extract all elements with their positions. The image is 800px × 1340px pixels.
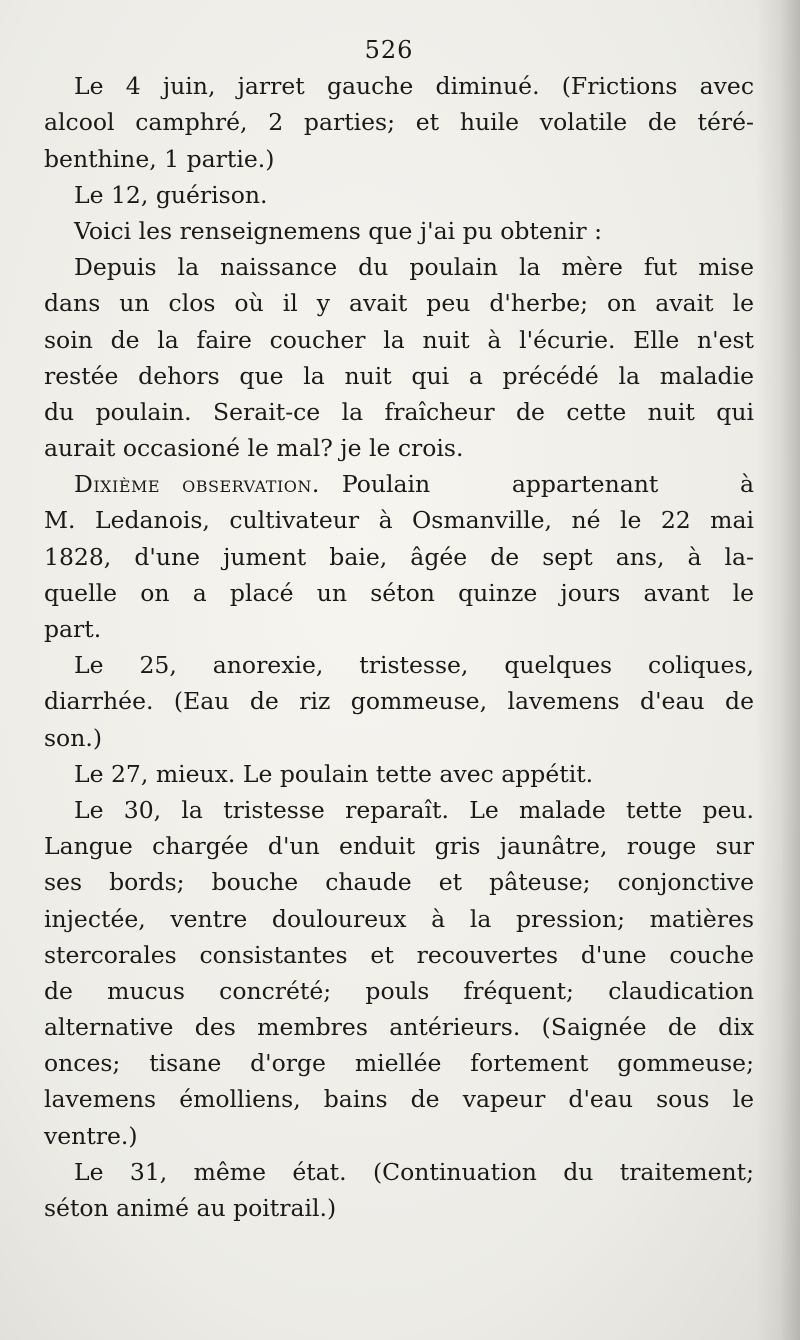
text-line: séton animé au poitrail.): [44, 1194, 337, 1223]
text-line: aurait occasioné le mal? je le crois.: [44, 434, 464, 463]
text-line: Le 31, même état. (Continuation du traitement;: [74, 1157, 754, 1186]
observation-heading-number: Dixième: [74, 470, 161, 499]
text-line: Langue chargée d'un enduit gris jaunâtre, rouge sur: [44, 832, 754, 861]
text-line: diarrhée. (Eau de riz gommeuse, lavemens d'eau de: [44, 687, 754, 716]
text-line: ses bords; bouche chaude et pâteuse; conjonctive: [44, 868, 754, 897]
text-block-1: [44, 68, 754, 466]
text-line: Le 12, guérison.: [74, 180, 268, 209]
text-line: Le 4 juin, jarret gauche diminué. (Frictions avec: [74, 72, 754, 101]
text-line: Le 27, mieux. Le poulain tette avec appétit.: [74, 759, 594, 788]
text-line: son.): [44, 723, 102, 752]
text-line: soin de la faire coucher la nuit à l'écurie. Elle n'est: [44, 325, 754, 354]
text-line: de mucus concrété; pouls fréquent; claudication: [44, 976, 754, 1005]
text-line: ventre.): [44, 1121, 138, 1150]
text-line: dans un clos où il y avait peu d'herbe; on avait le: [44, 289, 754, 318]
text-line: lavemens émolliens, bains de vapeur d'eau sous le: [44, 1085, 754, 1114]
text-line: benthine, 1 partie.): [44, 144, 275, 173]
text-line: alcool camphré, 2 parties; et huile volatile de téré-: [44, 108, 754, 137]
text-line: onces; tisane d'orge miellée fortement gommeuse;: [44, 1049, 754, 1078]
text-line: quelle on a placé un séton quinze jours avant le: [44, 578, 754, 607]
page-text: [44, 32, 754, 1226]
text-line: alternative des membres antérieurs. (Saignée de dix: [44, 1013, 754, 1042]
page-number: 526: [364, 36, 414, 64]
text-line: stercorales consistantes et recouvertes d'une couche: [44, 940, 754, 969]
observation-heading-rest: Poulain appartenant à: [341, 470, 754, 499]
text-line: part.: [44, 615, 102, 644]
text-line: Le 30, la tristesse reparaît. Le malade tette peu.: [74, 795, 754, 824]
text-line: M. Ledanois, cultivateur à Osmanville, né le 22 mai: [44, 506, 754, 535]
text-line: restée dehors que la nuit qui a précédé la maladie: [44, 361, 754, 390]
text-block-2: [44, 502, 754, 1226]
observation-heading-line: [44, 466, 754, 502]
observation-heading-word: observation.: [182, 470, 320, 499]
text-line: Depuis la naissance du poulain la mère fut mise: [74, 253, 754, 282]
text-line: Le 25, anorexie, tristesse, quelques coliques,: [74, 651, 754, 680]
page-edge-shadow: [756, 0, 800, 1340]
text-line: du poulain. Serait-ce la fraîcheur de cette nuit qui: [44, 397, 754, 426]
text-line: 1828, d'une jument baie, âgée de sept ans, à la-: [44, 542, 754, 571]
text-line: injectée, ventre douloureux à la pression; matières: [44, 904, 754, 933]
text-line: Voici les renseignemens que j'ai pu obtenir :: [74, 216, 603, 245]
